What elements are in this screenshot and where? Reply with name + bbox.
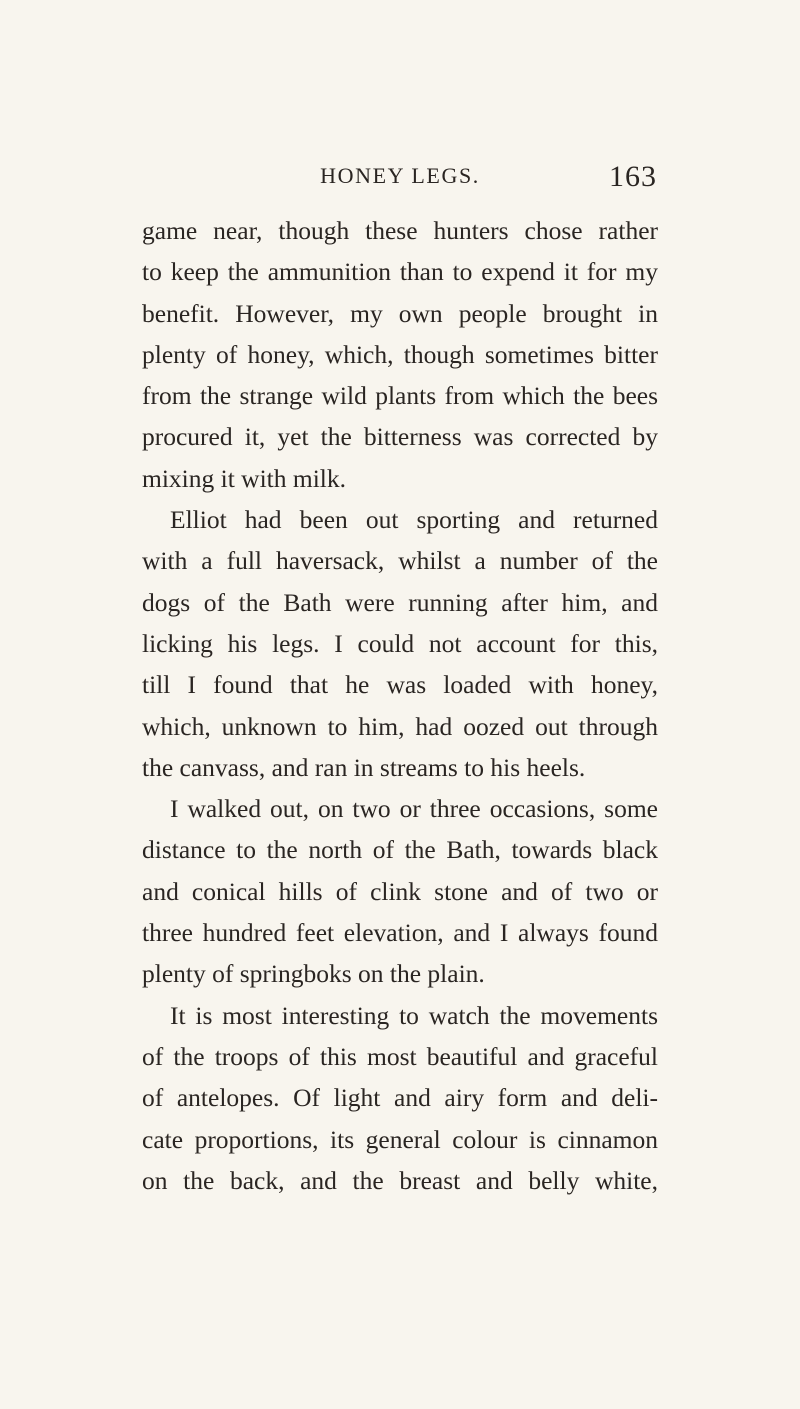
page-number: 163 bbox=[609, 160, 657, 193]
text-line: on the back, and the breast and belly white, bbox=[142, 1165, 658, 1195]
text-line: distance to the north of the Bath, towards black bbox=[142, 835, 658, 865]
text-line: mixing it with milk. bbox=[142, 463, 347, 493]
text-line: till I found that he was loaded with honey, bbox=[142, 670, 658, 700]
text-line: benefit. However, my own people brought in bbox=[142, 298, 658, 328]
text-line: of the troops of this most beautiful and graceful bbox=[142, 1041, 658, 1071]
text-line: Elliot had been out sporting and returned bbox=[170, 505, 658, 535]
text-line: It is most interesting to watch the movements bbox=[170, 1000, 658, 1030]
text-line: and conical hills of clink stone and of two or bbox=[142, 876, 658, 906]
text-line: procured it, yet the bitterness was corrected by bbox=[142, 422, 658, 452]
text-line: plenty of springboks on the plain. bbox=[142, 959, 485, 989]
text-line: with a full haversack, whilst a number of the bbox=[142, 546, 658, 576]
text-line: from the strange wild plants from which the bees bbox=[142, 381, 658, 411]
running-title: HONEY LEGS. bbox=[320, 163, 480, 188]
text-line: the canvass, and ran in streams to his heels. bbox=[142, 752, 586, 782]
text-line: game near, though these hunters chose rather bbox=[142, 216, 658, 245]
text-line: of antelopes. Of light and airy form and deli- bbox=[142, 1083, 658, 1113]
text-line: which, unknown to him, had oozed out through bbox=[142, 711, 658, 741]
text-line: I walked out, on two or three occasions, some bbox=[170, 794, 658, 824]
text-line: to keep the ammunition than to expend it for my bbox=[142, 257, 658, 287]
text-line: licking his legs. I could not account for this, bbox=[142, 628, 658, 658]
text-line: three hundred feet elevation, and I always found bbox=[142, 918, 658, 948]
text-line: dogs of the Bath were running after him, and bbox=[142, 587, 658, 617]
text-line: plenty of honey, which, though sometimes bitter bbox=[142, 339, 658, 369]
text-line: cate proportions, its general colour is cinnamon bbox=[142, 1124, 658, 1154]
running-head bbox=[0, 160, 800, 194]
body-text bbox=[142, 210, 658, 1201]
